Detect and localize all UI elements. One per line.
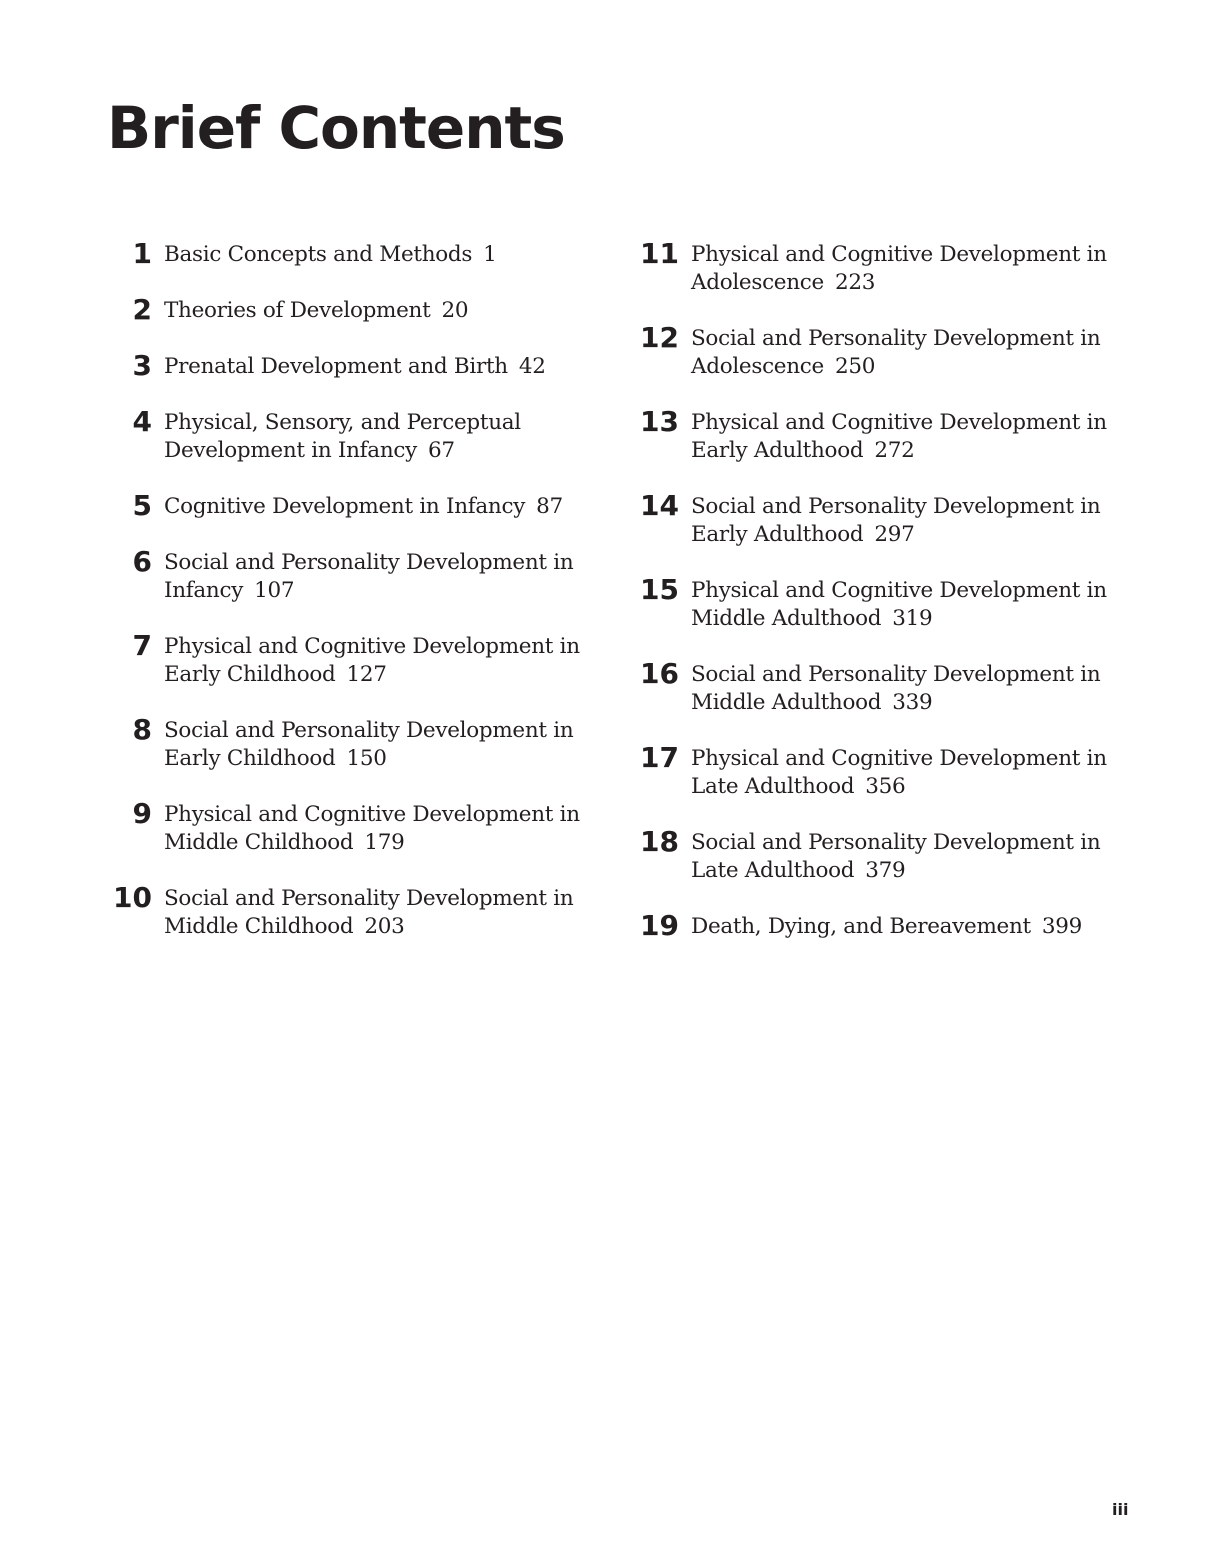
chapter-title-line <box>691 745 1107 773</box>
chapter-title-text: Death, Dying, and Bereavement <box>691 914 1031 939</box>
chapter-title-line <box>164 409 521 437</box>
chapter-number: 10 <box>113 881 152 914</box>
chapter-title <box>164 885 573 941</box>
chapter-number: 12 <box>640 321 679 354</box>
chapter-title <box>691 913 1082 941</box>
chapter-title <box>164 633 580 689</box>
chapter-title-text: Early Adulthood <box>691 522 864 547</box>
chapter-title <box>164 717 573 773</box>
chapter-title-line <box>164 549 573 577</box>
toc-column-right <box>637 237 1177 969</box>
chapter-title-text: Middle Adulthood <box>691 690 882 715</box>
chapter-title-line <box>691 269 1107 297</box>
chapter-title-text: Social and Personality Development in <box>691 326 1101 351</box>
chapter-title-text: Prenatal Development and Birth <box>164 354 508 379</box>
chapter-title <box>691 661 1100 717</box>
chapter-page-number: 297 <box>874 522 915 547</box>
chapter-title-text: Middle Childhood <box>164 830 354 855</box>
chapter-title <box>164 409 521 465</box>
toc-entry <box>110 405 610 465</box>
chapter-title <box>691 577 1107 633</box>
chapter-page-number: 223 <box>834 270 876 295</box>
chapter-page-number: 20 <box>441 298 469 323</box>
chapter-title-text: Middle Childhood <box>164 914 354 939</box>
chapter-title-text: Cognitive Development in Infancy <box>164 494 526 519</box>
chapter-title-line <box>691 661 1100 689</box>
chapter-title-line <box>691 689 1100 717</box>
toc-entry <box>637 909 1177 942</box>
chapter-page-number: 399 <box>1041 914 1082 939</box>
chapter-title-line <box>691 241 1107 269</box>
chapter-page-number: 179 <box>364 830 405 855</box>
chapter-title-text: Physical and Cognitive Development in <box>691 746 1107 771</box>
chapter-title-line <box>691 605 1107 633</box>
chapter-page-number: 87 <box>536 494 563 519</box>
toc-entry <box>110 237 610 270</box>
chapter-title-text: Physical and Cognitive Development in <box>691 242 1107 267</box>
toc-entry <box>110 629 610 689</box>
chapter-title <box>164 241 497 269</box>
chapter-title-line <box>164 241 497 269</box>
chapter-title-text: Basic Concepts and Methods <box>164 242 473 267</box>
chapter-title-text: Social and Personality Development in <box>164 886 574 911</box>
chapter-title-line <box>691 325 1100 353</box>
chapter-page-number: 107 <box>254 578 295 603</box>
chapter-title-line <box>691 353 1100 381</box>
chapter-number: 2 <box>132 293 152 326</box>
toc-entry <box>110 881 610 941</box>
toc-column-left <box>110 237 610 969</box>
chapter-title-text: Physical and Cognitive Development in <box>691 410 1107 435</box>
toc-entry <box>110 489 610 522</box>
chapter-title-line <box>164 745 573 773</box>
chapter-title-text: Infancy <box>164 578 244 603</box>
chapter-title-line <box>691 409 1107 437</box>
chapter-title-text: Middle Adulthood <box>691 606 882 631</box>
chapter-title-line <box>691 829 1100 857</box>
chapter-page-number: 67 <box>427 438 455 463</box>
chapter-title-text: Physical and Cognitive Development in <box>164 802 580 827</box>
chapter-title-text: Social and Personality Development in <box>691 662 1101 687</box>
toc-entry <box>110 713 610 773</box>
chapter-title <box>691 409 1107 465</box>
chapter-title-line <box>691 521 1100 549</box>
chapter-number: 1 <box>132 237 152 270</box>
chapter-title-line <box>164 577 573 605</box>
chapter-title-text: Social and Personality Development in <box>164 550 574 575</box>
chapter-title-line <box>691 857 1100 885</box>
toc-entry <box>637 321 1177 381</box>
chapter-title-line <box>164 661 580 689</box>
chapter-title <box>164 493 563 521</box>
chapter-title-text: Physical, Sensory, and Perceptual <box>164 410 521 435</box>
chapter-page-number: 42 <box>518 354 546 379</box>
toc-entry <box>637 573 1177 633</box>
chapter-title-text: Development in Infancy <box>164 438 417 463</box>
chapter-number: 4 <box>132 405 152 438</box>
chapter-number: 14 <box>640 489 679 522</box>
chapter-title-text: Late Adulthood <box>691 774 855 799</box>
chapter-title-line <box>164 913 573 941</box>
toc-entry <box>637 405 1177 465</box>
chapter-number: 7 <box>132 629 152 662</box>
toc-entry <box>637 741 1177 801</box>
chapter-title <box>164 801 580 857</box>
chapter-title <box>691 325 1100 381</box>
chapter-page-number: 272 <box>874 438 915 463</box>
chapter-title-text: Adolescence <box>691 270 824 295</box>
chapter-title-text: Early Childhood <box>164 662 336 687</box>
chapter-number: 5 <box>132 489 152 522</box>
chapter-title-text: Late Adulthood <box>691 858 855 883</box>
toc-entry <box>637 489 1177 549</box>
chapter-title-text: Adolescence <box>691 354 824 379</box>
chapter-title-line <box>164 353 546 381</box>
chapter-number: 8 <box>132 713 152 746</box>
chapter-page-number: 319 <box>892 606 933 631</box>
toc-entry <box>637 237 1177 297</box>
toc-entry <box>110 349 610 382</box>
chapter-title-text: Early Adulthood <box>691 438 864 463</box>
chapter-number: 15 <box>640 573 679 606</box>
chapter-title <box>164 353 546 381</box>
chapter-title-line <box>691 773 1107 801</box>
chapter-page-number: 379 <box>865 858 906 883</box>
chapter-title <box>691 745 1107 801</box>
chapter-page-number: 203 <box>364 914 405 939</box>
chapter-title <box>691 493 1100 549</box>
chapter-page-number: 250 <box>834 354 876 379</box>
chapter-number: 9 <box>132 797 152 830</box>
chapter-title-line <box>164 829 580 857</box>
chapter-number: 6 <box>132 545 152 578</box>
page-title: Brief Contents <box>107 94 565 162</box>
chapter-title-text: Social and Personality Development in <box>164 718 574 743</box>
toc-entry <box>110 797 610 857</box>
chapter-title-line <box>164 885 573 913</box>
chapter-title-text: Early Childhood <box>164 746 336 771</box>
chapter-title-line <box>691 913 1082 941</box>
toc-entry <box>110 293 610 326</box>
chapter-title <box>164 549 573 605</box>
chapter-title-line <box>164 717 573 745</box>
chapter-title-line <box>164 801 580 829</box>
chapter-title-text: Physical and Cognitive Development in <box>691 578 1107 603</box>
toc-entry <box>110 545 610 605</box>
chapter-number: 3 <box>132 349 152 382</box>
chapter-title-line <box>691 493 1100 521</box>
page-number: iii <box>1112 1500 1129 1519</box>
toc-entry <box>637 825 1177 885</box>
chapter-title-line <box>691 437 1107 465</box>
chapter-title-line <box>164 493 563 521</box>
chapter-number: 17 <box>640 741 679 774</box>
chapter-title-text: Physical and Cognitive Development in <box>164 634 580 659</box>
chapter-number: 16 <box>640 657 679 690</box>
chapter-page-number: 1 <box>483 242 497 267</box>
chapter-number: 18 <box>640 825 679 858</box>
chapter-title-line <box>164 297 468 325</box>
toc-entry <box>637 657 1177 717</box>
chapter-title-line <box>164 633 580 661</box>
chapter-title-line <box>691 577 1107 605</box>
chapter-page-number: 150 <box>346 746 387 771</box>
chapter-page-number: 339 <box>892 690 933 715</box>
chapter-title-text: Theories of Development <box>164 298 431 323</box>
chapter-title-text: Social and Personality Development in <box>691 830 1101 855</box>
chapter-number: 11 <box>640 237 679 270</box>
chapter-title <box>691 829 1100 885</box>
chapter-title-text: Social and Personality Development in <box>691 494 1101 519</box>
chapter-number: 19 <box>640 909 679 942</box>
chapter-page-number: 356 <box>865 774 906 799</box>
chapter-title-line <box>164 437 521 465</box>
chapter-title <box>691 241 1107 297</box>
chapter-number: 13 <box>640 405 679 438</box>
chapter-title <box>164 297 468 325</box>
chapter-page-number: 127 <box>346 662 387 687</box>
